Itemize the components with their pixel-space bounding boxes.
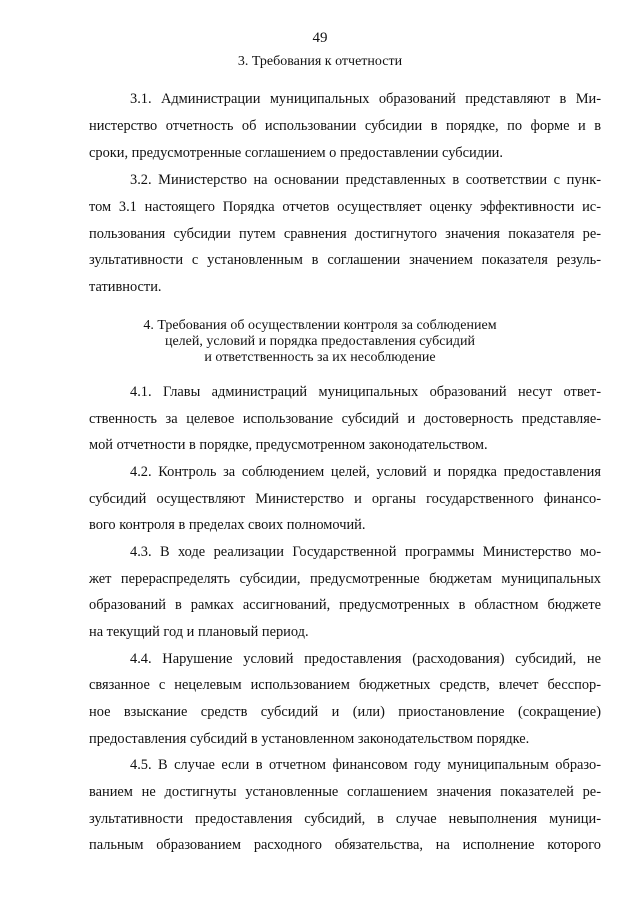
para-3-2-line-1: 3.2. Министерство на основании представленных в соответствии с пунк- (130, 172, 601, 188)
section-4-title-line-1: 4. Требования об осуществлении контроля за соблюдением (143, 318, 497, 333)
section-4-title-line-3: и ответственность за их несоблюдение (204, 350, 436, 365)
para-4-4-line-1: 4.4. Нарушение условий предоставления (расходования) субсидий, не (130, 651, 601, 667)
para-4-4-line-4: предоставления субсидий в установленном законодательством порядке. (89, 731, 530, 747)
para-3-1-line-2: нистерство отчетность об использовании субсидии в порядке, по форме и в (89, 118, 601, 134)
para-4-4-line-3: ное взыскание средств субсидий и (или) приостановление (сокращение) (89, 704, 601, 720)
para-4-3-line-3: образований в рамках ассигнований, предусмотренных в областном бюджете (89, 597, 601, 613)
para-4-4-line-2: связанное с нецелевым использованием бюджетных средств, влечет бесспор- (89, 677, 601, 693)
para-4-5-line-1: 4.5. В случае если в отчетном финансовом году муниципальным образо- (130, 757, 601, 773)
para-4-1-line-2: ственность за целевое использование субсидий и достоверность представляе- (89, 411, 601, 427)
section-3-title: 3. Требования к отчетности (237, 54, 403, 69)
para-3-2-line-4: зультативности с установленным в соглашении значением показателя резуль- (89, 252, 601, 268)
para-4-5-line-2: ванием не достигнуты установленные соглашением значения показателей ре- (89, 784, 601, 800)
para-4-3-line-4: на текущий год и плановый период. (89, 624, 309, 640)
para-4-5-line-3: зультативности предоставления субсидий, в случае невыполнения муници- (89, 811, 601, 827)
para-4-1-line-3: мой отчетности в порядке, предусмотренном законодательством. (89, 437, 488, 453)
section-4-title-line-2: целей, условий и порядка предоставления субсидий (164, 334, 476, 349)
para-4-2-line-2: субсидий осуществляют Министерство и органы государственного финансо- (89, 491, 601, 507)
para-3-1-line-1: 3.1. Администрации муниципальных образований представляют в Ми- (130, 91, 601, 107)
page-number: 49 (312, 30, 328, 46)
para-3-2-line-2: том 3.1 настоящего Порядка отчетов осуществляет оценку эффективности ис- (89, 199, 601, 215)
para-4-1-line-1: 4.1. Главы администраций муниципальных образований несут ответ- (130, 384, 601, 400)
para-4-2-line-1: 4.2. Контроль за соблюдением целей, условий и порядка предоставления (130, 464, 601, 480)
para-3-2-line-3: пользования субсидии путем сравнения достигнутого значения показателя ре- (89, 226, 601, 242)
para-4-3-line-1: 4.3. В ходе реализации Государственной программы Министерство мо- (130, 544, 601, 560)
para-3-1-line-3: сроки, предусмотренные соглашением о предоставлении субсидии. (89, 145, 503, 161)
para-3-2-line-5: тативности. (89, 279, 162, 295)
para-4-2-line-3: вого контроля в пределах своих полномочий. (89, 517, 366, 533)
para-4-3-line-2: жет перераспределять субсидии, предусмотренные бюджетам муниципальных (89, 571, 601, 587)
para-4-5-line-4: пальным образованием расходного обязательства, на исполнение которого (89, 837, 601, 853)
